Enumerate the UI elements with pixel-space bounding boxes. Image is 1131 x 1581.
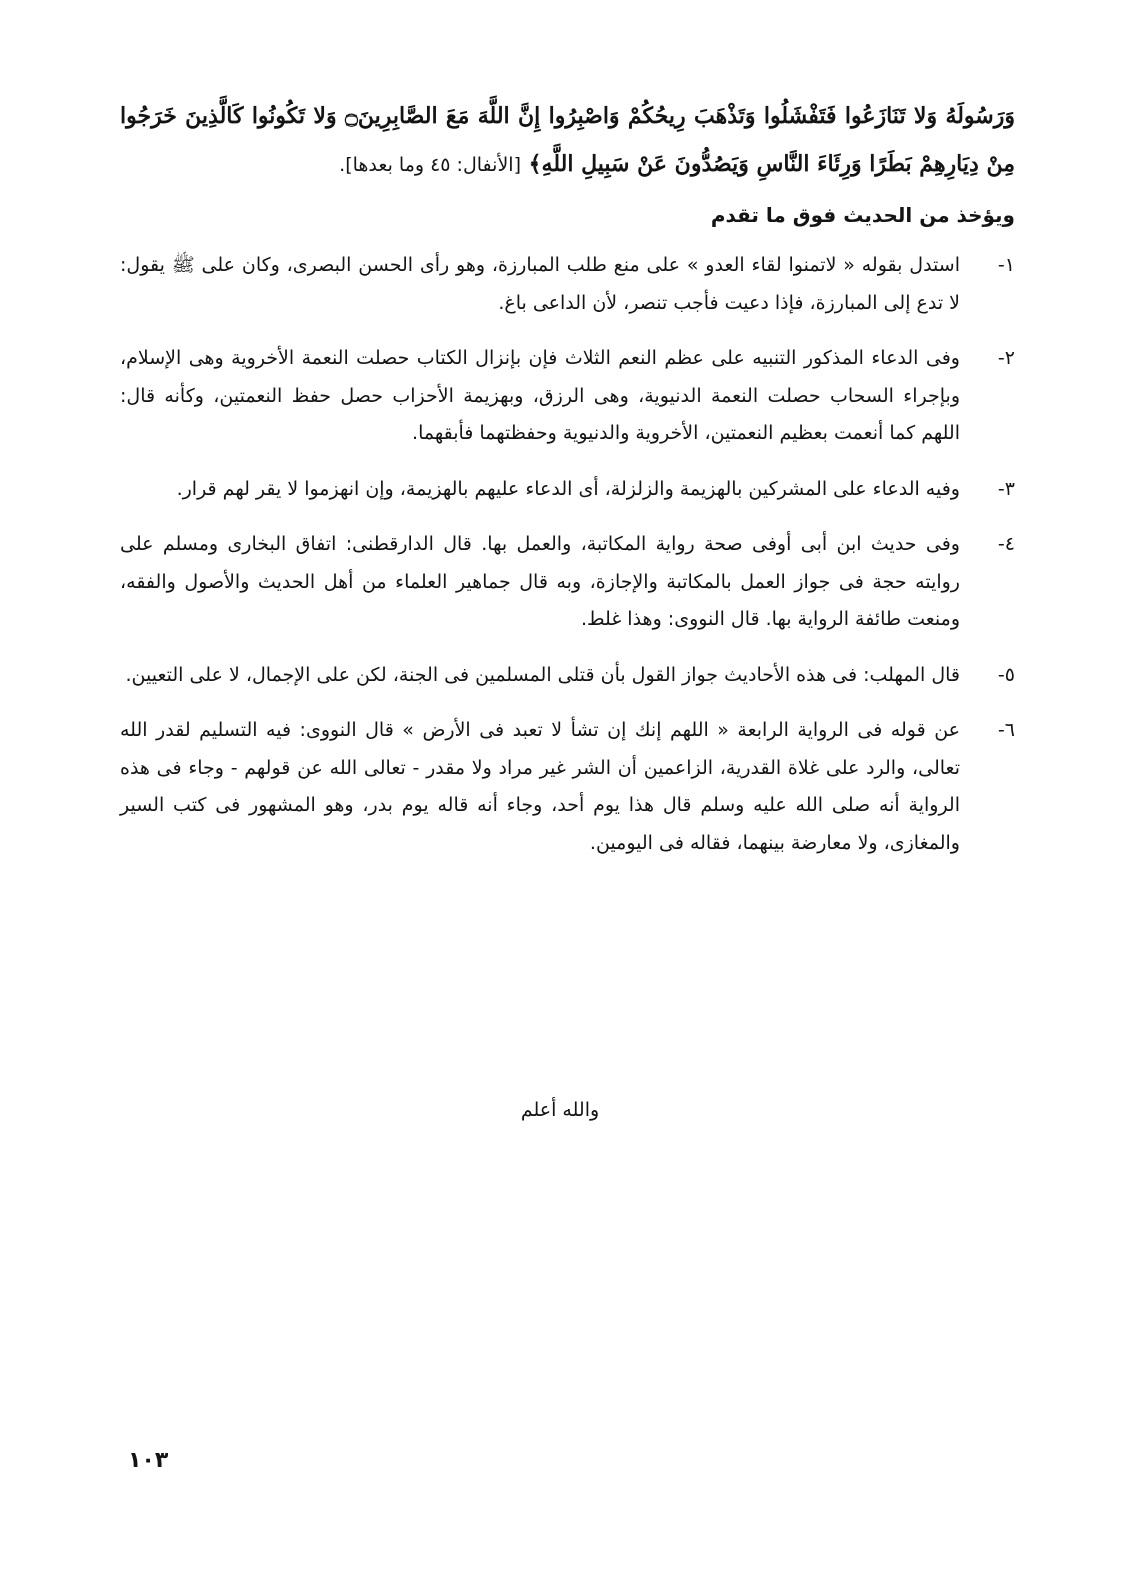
list-item bbox=[120, 247, 1015, 322]
quran-verse bbox=[120, 92, 1015, 189]
list-item-number: ٥- bbox=[997, 663, 1015, 686]
list-item-number: ٦- bbox=[997, 719, 1015, 741]
verse-reference: [الأنفال: ٤٥ وما بعدها]. bbox=[339, 154, 521, 176]
list-item-number: ١- bbox=[997, 254, 1015, 276]
list-item-number: ٤- bbox=[997, 533, 1015, 555]
section-heading: ويؤخذ من الحديث فوق ما تقدم bbox=[710, 203, 1015, 227]
list-item-text: وفى الدعاء المذكور التنبيه على عظم النعم الثلاث فإن بإنزال الكتاب حصلت النعمة الأخروية وهى الإسلام، وبإجراء السحاب حصلت النعمة الدنيوية، وهى الرزق، وبهزيمة الأحزاب حصل حفظ النعمتين، وكأنه قال: اللهم كما أنعمت بعظيم النعمتين، الأخروية والدنيوية وحفظتهما فأبقهما. bbox=[120, 347, 960, 444]
list-item-text: وفى حديث ابن أبى أوفى صحة رواية المكاتبة، والعمل بها. قال الدارقطنى: اتفاق البخارى ومسلم على روايته حجة فى جواز العمل بالمكاتبة والإجازة، وبه قال جماهير العلماء من أهل الحديث والأصول والفقه، ومنعت طائفة الرواية بها. قال النووى: وهذا غلط. bbox=[120, 533, 960, 630]
list-item-text: وفيه الدعاء على المشركين بالهزيمة والزلزلة، أى الدعاء عليهم بالهزيمة، وإن انهزموا لا يقر لهم قرار. bbox=[176, 477, 960, 500]
list-item bbox=[120, 340, 1015, 453]
list-item-text: قال المهلب: فى هذه الأحاديث جواز القول بأن قتلى المسلمين فى الجنة، لكن على الإجمال، لا على التعيين. bbox=[125, 663, 960, 686]
list-item bbox=[120, 471, 1015, 509]
page-number: ١٠٣ bbox=[128, 1448, 169, 1473]
list-item-number: ٣- bbox=[997, 477, 1015, 500]
list-item bbox=[120, 712, 1015, 862]
list-item-number: ٢- bbox=[997, 347, 1015, 369]
list-item bbox=[120, 657, 1015, 695]
verse-text: وَرَسُولَهُ وَلا تَنَازَعُوا فَتَفْشَلُوا وَتَذْهَبَ رِيحُكُمْ وَاصْبِرُوا إِنَّ اللَّهَ مَعَ الصَّابِرِينَ۝ وَلا تَكُونُوا كَالَّذِينَ خَرَجُوا مِنْ دِيَارِهِمْ بَطَرًا وَرِئَاءَ النَّاسِ وَيَصُدُّونَ عَنْ سَبِيلِ اللَّهِ﴾ bbox=[120, 103, 1015, 177]
list-item-text: استدل بقوله « لاتمنوا لقاء العدو » على منع طلب المبارزة، وهو رأى الحسن البصرى، وكان على ﷺ يقول: لا تدع إلى المبارزة، فإذا دعيت فأجب تنصر، لأن الداعى باغ. bbox=[120, 254, 960, 314]
numbered-list bbox=[120, 247, 1015, 880]
closing-phrase: والله أعلم bbox=[520, 1099, 600, 1121]
list-item bbox=[120, 526, 1015, 639]
list-item-text: عن قوله فى الرواية الرابعة « اللهم إنك إن تشأ لا تعبد فى الأرض » قال النووى: فيه التسليم لقدر الله تعالى، والرد على غلاة القدرية، الزاعمين أن الشر غير مراد ولا مقدر - تعالى الله عن قولهم - وجاء فى هذه الرواية أنه صلى الله عليه وسلم قال هذا يوم أحد، وجاء أنه قاله يوم بدر، وهو المشهور فى كتب السير والمغازى، ولا معارضة بينهما، فقاله فى اليومين. bbox=[120, 719, 960, 854]
